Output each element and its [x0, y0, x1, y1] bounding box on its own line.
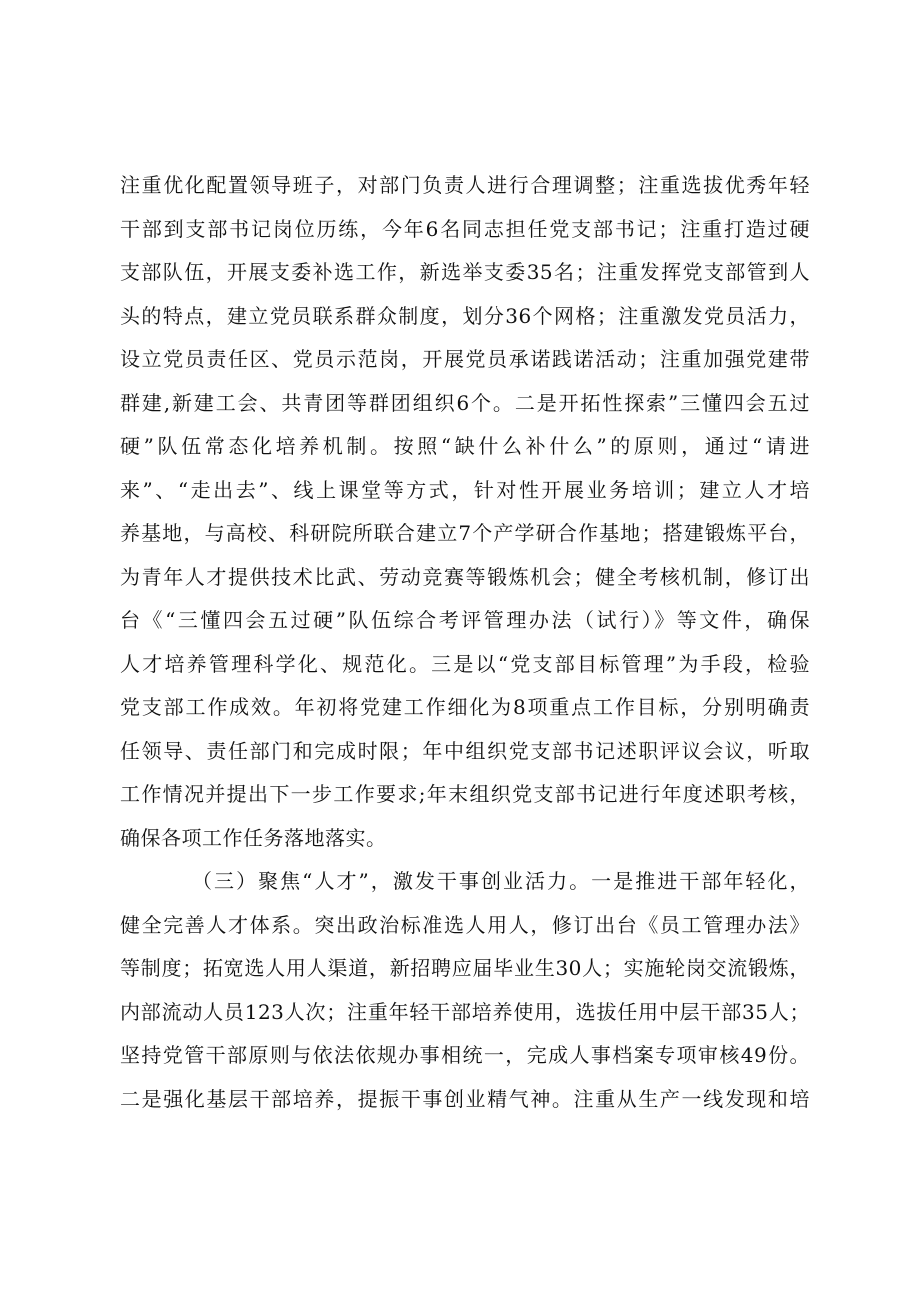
paragraph-1-line-5: 设立党员责任区、党员示范岗，开展党员承诺践诺活动；注重加强党建带 [120, 347, 810, 371]
paragraph-2-line-5: 坚持党管干部原则与依法依规办事相统一，完成人事档案专项审核49份。 [120, 1043, 810, 1067]
paragraph-1-line-14: 任领导、责任部门和完成时限；年中组织党支部书记述职评议会议，听取 [120, 738, 810, 763]
paragraph-1-line-16: 确保各项工作任务落地落实。 [120, 825, 387, 850]
paragraph-1-line-13: 党支部工作成效。年初将党建工作细化为8项重点工作目标，分别明确责 [120, 695, 810, 719]
paragraph-2-line-3: 等制度；拓宽选人用人渠道，新招聘应届毕业生30人；实施轮岗交流锻炼， [120, 956, 810, 980]
paragraph-2 [120, 860, 810, 1121]
paragraph-1-line-2: 干部到支部书记岗位历练，今年6名同志担任党支部书记；注重打造过硬 [120, 216, 810, 241]
paragraph-1-line-3: 支部队伍，开展支委补选工作，新选举支委35名；注重发挥党支部管到人 [120, 260, 810, 284]
paragraph-1-line-10: 为青年人才提供技术比武、劳动竞赛等锻炼机会；健全考核机制，修订出 [120, 564, 810, 589]
paragraph-1-line-6: 群建,新建工会、共青团等群团组织6个。二是开拓性探索”三懂四会五过 [120, 390, 810, 415]
paragraph-1-line-12: 人才培养管理科学化、规范化。三是以“党支部目标管理”为手段，检验 [120, 651, 810, 676]
paragraph-2-line-1: （三）聚焦“人才”，激发干事创业活力。一是推进干部年轻化， [192, 869, 810, 893]
paragraph-1-line-8: 来”、“走出去”、线上课堂等方式，针对性开展业务培训；建立人才培 [120, 477, 810, 502]
paragraph-1-line-15: 工作情况并提出下一步工作要求;年末组织党支部书记进行年度述职考核， [120, 782, 810, 806]
paragraph-1-line-11: 台《“三懂四会五过硬”队伍综合考评管理办法（试行）》等文件，确保 [120, 608, 810, 632]
paragraph-1-line-1: 注重优化配置领导班子，对部门负责人进行合理调整；注重选拔优秀年轻 [120, 173, 810, 197]
paragraph-1-line-9: 养基地，与高校、科研院所联合建立7个产学研合作基地；搭建锻炼平台， [120, 521, 810, 545]
paragraph-1 [120, 164, 810, 860]
paragraph-1-line-7: 硬”队伍常态化培养机制。按照“缺什么补什么”的原则，通过“请进 [120, 434, 810, 458]
paragraph-2-line-4: 内部流动人员123人次；注重年轻干部培养使用，选拔任用中层干部35人； [120, 999, 810, 1024]
paragraph-2-line-6: 二是强化基层干部培养，提振干事创业精气神。注重从生产一线发现和培 [120, 1086, 810, 1111]
paragraph-2-line-2: 健全完善人才体系。突出政治标准选人用人，修订出台《员工管理办法》 [120, 912, 810, 937]
paragraph-1-line-4: 头的特点，建立党员联系群众制度，划分36个网格；注重激发党员活力， [120, 303, 810, 328]
